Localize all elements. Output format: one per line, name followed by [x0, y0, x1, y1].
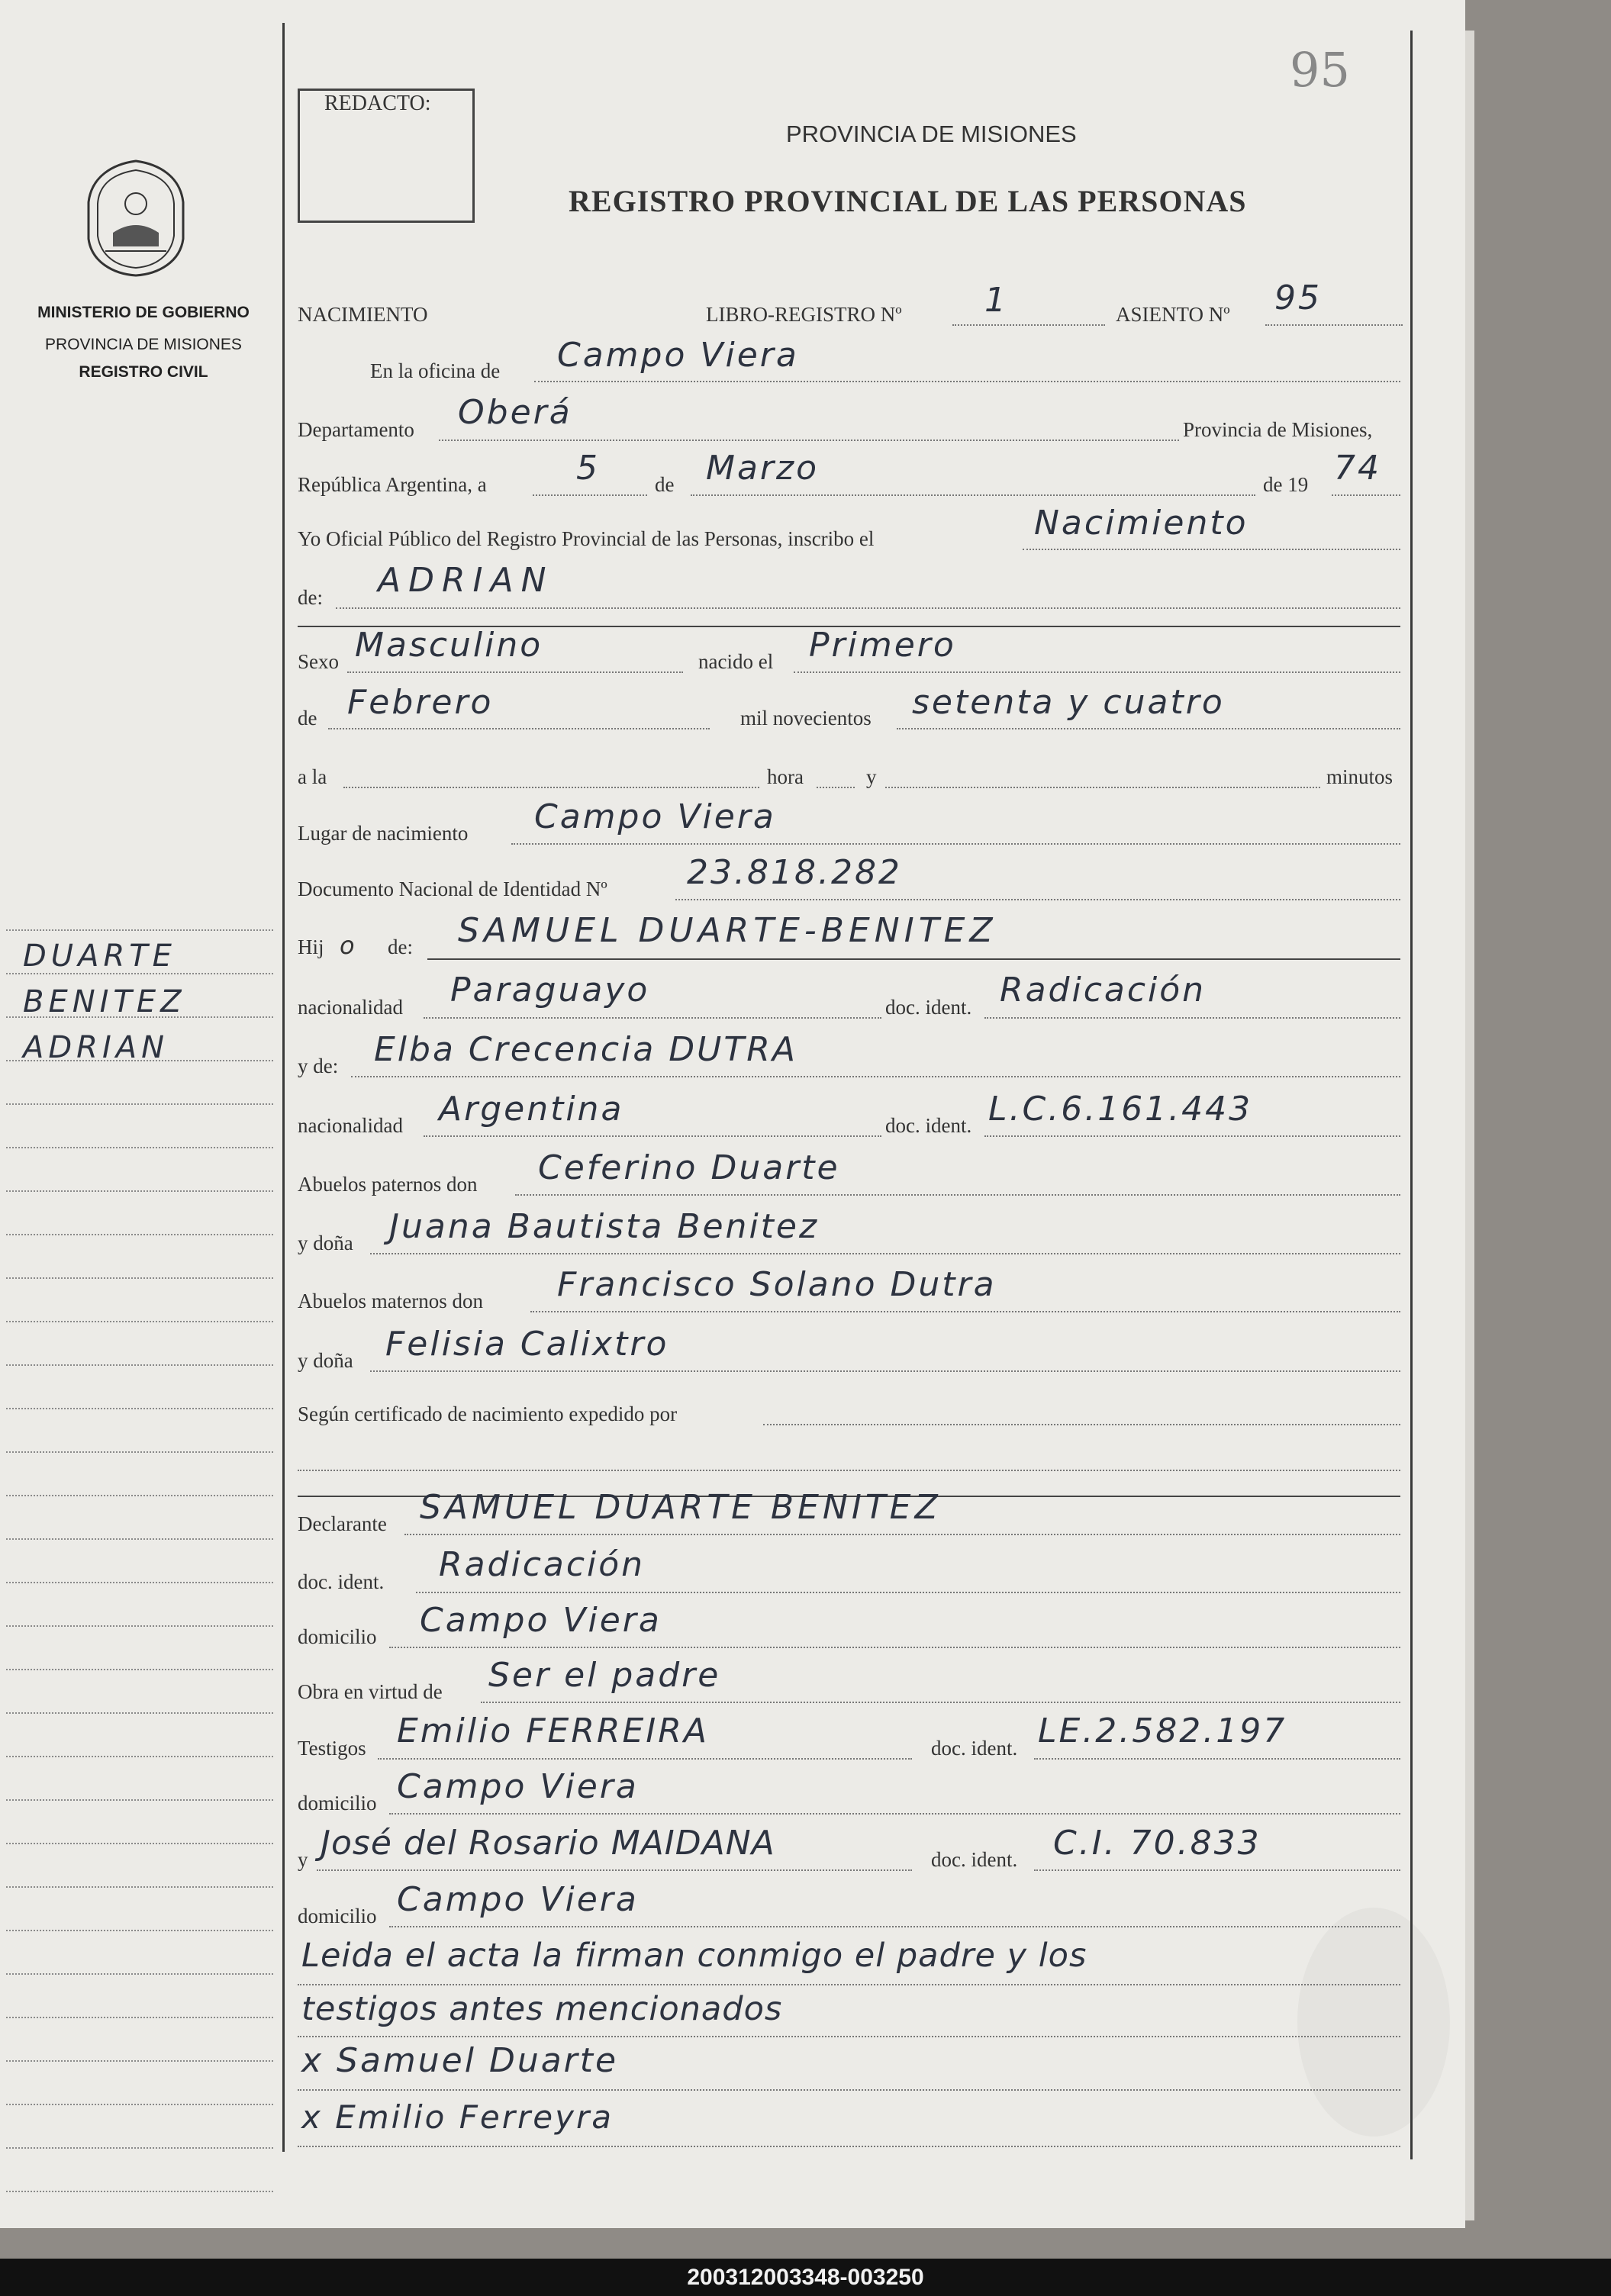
- libro-value: 1: [984, 281, 1008, 320]
- oficina-value: Campo Viera: [557, 336, 799, 375]
- margin-ruled-line: [6, 1234, 273, 1235]
- padre-line: [427, 958, 1400, 960]
- abuela-materna-value: Felisia Calixtro: [385, 1325, 669, 1364]
- padre-nacionalidad-value: Paraguayo: [450, 971, 650, 1010]
- testigo2-doc-label: doc. ident.: [931, 1848, 1018, 1871]
- closing-text-2: testigos antes mencionados: [301, 1990, 783, 2028]
- segun-certificado-label: Según certificado de nacimiento expedido por: [298, 1402, 678, 1425]
- sexo-value: Masculino: [355, 626, 543, 665]
- asiento-value: 95: [1274, 279, 1322, 317]
- signature-line-2: [298, 2146, 1400, 2147]
- footer-image-id: 200312003348-003250: [687, 2265, 924, 2290]
- testigo1-doc-line: [1034, 1758, 1400, 1760]
- abuelos-paternos-label: Abuelos paternos don: [298, 1173, 478, 1196]
- margin-ruled-line: [6, 1538, 273, 1540]
- sexo-line: [347, 671, 683, 673]
- testigo1-domicilio-label: domicilio: [298, 1792, 377, 1815]
- madre-doc-label: doc. ident.: [885, 1114, 972, 1137]
- y-label: y: [866, 765, 877, 788]
- margin-ruled-line: [6, 1495, 273, 1496]
- margin-surname-1: DUARTE: [23, 939, 176, 974]
- provincia-suffix: Provincia de Misiones,: [1183, 418, 1373, 441]
- dni-value: 23.818.282: [687, 853, 902, 892]
- lugar-line: [511, 843, 1400, 845]
- hora-gap-line: [817, 787, 855, 788]
- testigo1-value: Emilio FERREIRA: [397, 1712, 709, 1750]
- hora-line: [343, 787, 759, 788]
- nacido-value: Primero: [809, 626, 956, 665]
- anio-nac-value: setenta y cuatro: [912, 683, 1225, 722]
- abuela-pat-dona-label: y doña: [298, 1232, 353, 1254]
- dni-label: Documento Nacional de Identidad Nº: [298, 878, 607, 900]
- margin-ruled-line: [6, 1756, 273, 1757]
- redacto-label: REDACTO:: [324, 92, 431, 115]
- madre-nacionalidad-value: Argentina: [439, 1090, 624, 1129]
- margin-ruled-line: [6, 1321, 273, 1322]
- republica-label: República Argentina, a: [298, 473, 487, 496]
- closing-line-rule-2: [298, 2036, 1400, 2037]
- padre-nac-line: [424, 1017, 881, 1019]
- signature-testigo: x Emilio Ferreyra: [301, 2098, 614, 2136]
- madre-nacionalidad-label: nacionalidad: [298, 1114, 403, 1137]
- testigo2-doc-line: [1034, 1869, 1400, 1871]
- provincial-seal-icon: [82, 156, 189, 279]
- margin-ruled-line: [6, 1799, 273, 1801]
- padre-de-label: de:: [388, 935, 413, 958]
- declarante-domicilio-value: Campo Viera: [420, 1601, 662, 1640]
- declarante-line: [404, 1534, 1400, 1535]
- testigo2-value: José del Rosario MAIDANA: [321, 1824, 775, 1863]
- margin-ruled-line: [6, 1408, 273, 1409]
- ministerio-title: MINISTERIO DE GOBIERNO: [37, 304, 250, 321]
- testigo1-dom-line: [389, 1813, 1400, 1815]
- mes-nac-line: [328, 728, 710, 729]
- dia-value: 5: [576, 449, 600, 488]
- mes-value: Marzo: [706, 449, 820, 488]
- nacido-line: [794, 671, 1400, 673]
- obra-value: Ser el padre: [488, 1656, 721, 1695]
- margin-ruled-line: [6, 1625, 273, 1627]
- inscribo-line: [1023, 549, 1400, 550]
- margin-ruled-line: [6, 2060, 273, 2062]
- de-nombre-label: de:: [298, 586, 323, 609]
- libro-label: LIBRO-REGISTRO Nº: [706, 303, 902, 326]
- abuelos-maternos-label: Abuelos maternos don: [298, 1290, 483, 1312]
- abuela-mat-line: [370, 1370, 1400, 1372]
- hijo-label: Hij: [298, 935, 324, 958]
- closing-text-1: Leida el acta la firman conmigo el padre y los: [301, 1937, 1087, 1975]
- minutos-line: [885, 787, 1320, 788]
- abuelo-paterno-value: Ceferino Duarte: [538, 1148, 840, 1187]
- madre-line: [351, 1076, 1400, 1077]
- margin-ruled-line: [6, 1930, 273, 1931]
- lugar-label: Lugar de nacimiento: [298, 822, 469, 845]
- anio-nac-line: [897, 728, 1400, 729]
- margin-ruled-line: [6, 2191, 273, 2192]
- margin-ruled-line: [6, 1886, 273, 1888]
- header-provincia: PROVINCIA DE MISIONES: [786, 121, 1077, 147]
- decl-doc-line: [416, 1592, 1400, 1593]
- margin-ruled-line: [6, 1712, 273, 1714]
- mes-line: [691, 494, 1255, 496]
- departamento-value: Oberá: [458, 393, 572, 432]
- margin-ruled-line: [6, 1103, 273, 1105]
- testigo2-domicilio-value: Campo Viera: [397, 1880, 639, 1919]
- margin-ruled-line: [6, 1843, 273, 1844]
- minutos-label: minutos: [1326, 765, 1394, 788]
- nacimiento-label: NACIMIENTO: [298, 303, 428, 326]
- hora-label: hora: [767, 765, 804, 788]
- page-number: 95: [1290, 42, 1350, 98]
- padre-doc-label: doc. ident.: [885, 996, 972, 1019]
- padre-nacionalidad-label: nacionalidad: [298, 996, 403, 1019]
- left-margin-rule: [282, 23, 285, 2152]
- margin-surname-2: BENITEZ: [23, 984, 186, 1019]
- decl-domicilio-label: domicilio: [298, 1625, 377, 1648]
- declarante-doc-value: Radicación: [439, 1545, 646, 1584]
- obra-label: Obra en virtud de: [298, 1680, 443, 1703]
- dia-line: [533, 494, 647, 496]
- margin-given-name: ADRIAN: [23, 1030, 169, 1065]
- testigo2-domicilio-label: domicilio: [298, 1905, 377, 1927]
- margin-ruled-line: [6, 1364, 273, 1366]
- segun-line: [763, 1424, 1400, 1425]
- abuelo-materno-value: Francisco Solano Dutra: [557, 1265, 997, 1304]
- paper-stain: [1297, 1908, 1450, 2137]
- testigo1-line: [378, 1758, 912, 1760]
- padre-doc-line: [984, 1017, 1400, 1019]
- testigo1-doc-value: LE.2.582.197: [1038, 1712, 1287, 1750]
- margin-ruled-line: [6, 1451, 273, 1453]
- page-edge: [1465, 31, 1474, 2220]
- abuela-paterna-value: Juana Bautista Benitez: [389, 1207, 820, 1246]
- hijo-suffix: o: [340, 931, 355, 960]
- margin-ruled-line: [6, 1147, 273, 1148]
- margin-ruled-line: [6, 1277, 273, 1279]
- de-mes-label: de: [298, 707, 317, 729]
- decl-doc-label: doc. ident.: [298, 1570, 385, 1593]
- abuela-mat-dona-label: y doña: [298, 1349, 353, 1372]
- margin-ruled-line: [6, 2104, 273, 2105]
- closing-line-rule-1: [298, 1984, 1400, 1985]
- declarante-value: SAMUEL DUARTE BENITEZ: [420, 1488, 942, 1527]
- madre-doc-value: L.C.6.161.443: [988, 1090, 1253, 1129]
- abuelo-pat-line: [515, 1194, 1400, 1196]
- madre-doc-line: [984, 1135, 1400, 1137]
- margin-ruled-line: [6, 1669, 273, 1670]
- anio-prefix: de 19: [1263, 473, 1309, 496]
- nacido-label: nacido el: [698, 650, 774, 673]
- testigo1-domicilio-value: Campo Viera: [397, 1767, 639, 1806]
- testigo2-dom-line: [389, 1926, 1400, 1927]
- margin-ruled-line: [6, 2017, 273, 2018]
- de-label-1: de: [655, 473, 675, 496]
- segun-line-2: [298, 1470, 1400, 1471]
- oficina-label: En la oficina de: [370, 359, 501, 382]
- libro-line: [952, 324, 1105, 326]
- sexo-label: Sexo: [298, 650, 339, 673]
- decl-dom-line: [389, 1647, 1400, 1648]
- nombre-value: ADRIAN: [378, 561, 554, 600]
- margin-ruled-line: [6, 1973, 273, 1975]
- signature-line-1: [298, 2089, 1400, 2091]
- madre-y-de-label: y de:: [298, 1055, 339, 1077]
- testigo1-doc-label: doc. ident.: [931, 1737, 1018, 1760]
- right-margin-rule: [1410, 31, 1413, 2159]
- signature-padre: x Samuel Duarte: [301, 2041, 619, 2080]
- mil-label: mil novecientos: [740, 707, 872, 729]
- margin-ruled-line: [6, 929, 273, 931]
- anio-line: [1332, 494, 1400, 496]
- declarante-label: Declarante: [298, 1512, 387, 1535]
- a-la-label: a la: [298, 765, 327, 788]
- mes-nac-value: Febrero: [347, 683, 494, 722]
- lugar-value: Campo Viera: [534, 797, 776, 836]
- abuelo-mat-line: [530, 1311, 1400, 1312]
- nombre-line: [336, 607, 1400, 609]
- testigo2-line: [317, 1869, 912, 1871]
- departamento-line: [439, 440, 1179, 441]
- margin-ruled-line: [6, 1190, 273, 1192]
- provincia-subtitle: PROVINCIA DE MISIONES: [45, 336, 242, 353]
- padre-doc-value: Radicación: [1000, 971, 1207, 1010]
- yo-oficial-text: Yo Oficial Público del Registro Provincial de las Personas, inscribo el: [298, 527, 875, 550]
- abuela-pat-line: [370, 1253, 1400, 1254]
- asiento-label: ASIENTO Nº: [1116, 303, 1230, 326]
- anio-value: 74: [1334, 449, 1381, 488]
- registro-civil-subtitle: REGISTRO CIVIL: [79, 363, 208, 381]
- margin-ruled-line: [6, 1582, 273, 1583]
- padre-value: SAMUEL DUARTE-BENITEZ: [458, 911, 997, 950]
- departamento-label: Departamento: [298, 418, 414, 441]
- madre-value: Elba Crecencia DUTRA: [374, 1030, 797, 1069]
- inscribo-value: Nacimiento: [1034, 504, 1249, 543]
- dni-line: [675, 899, 1400, 900]
- oficina-line: [534, 381, 1400, 382]
- madre-nac-line: [424, 1135, 881, 1137]
- obra-line: [481, 1702, 1400, 1703]
- header-registro: REGISTRO PROVINCIAL DE LAS PERSONAS: [569, 184, 1247, 218]
- margin-ruled-line: [6, 2147, 273, 2149]
- testigo2-y-label: y: [298, 1848, 308, 1871]
- testigos-label: Testigos: [298, 1737, 366, 1760]
- testigo2-doc-value: C.I. 70.833: [1053, 1824, 1261, 1863]
- asiento-line: [1265, 324, 1403, 326]
